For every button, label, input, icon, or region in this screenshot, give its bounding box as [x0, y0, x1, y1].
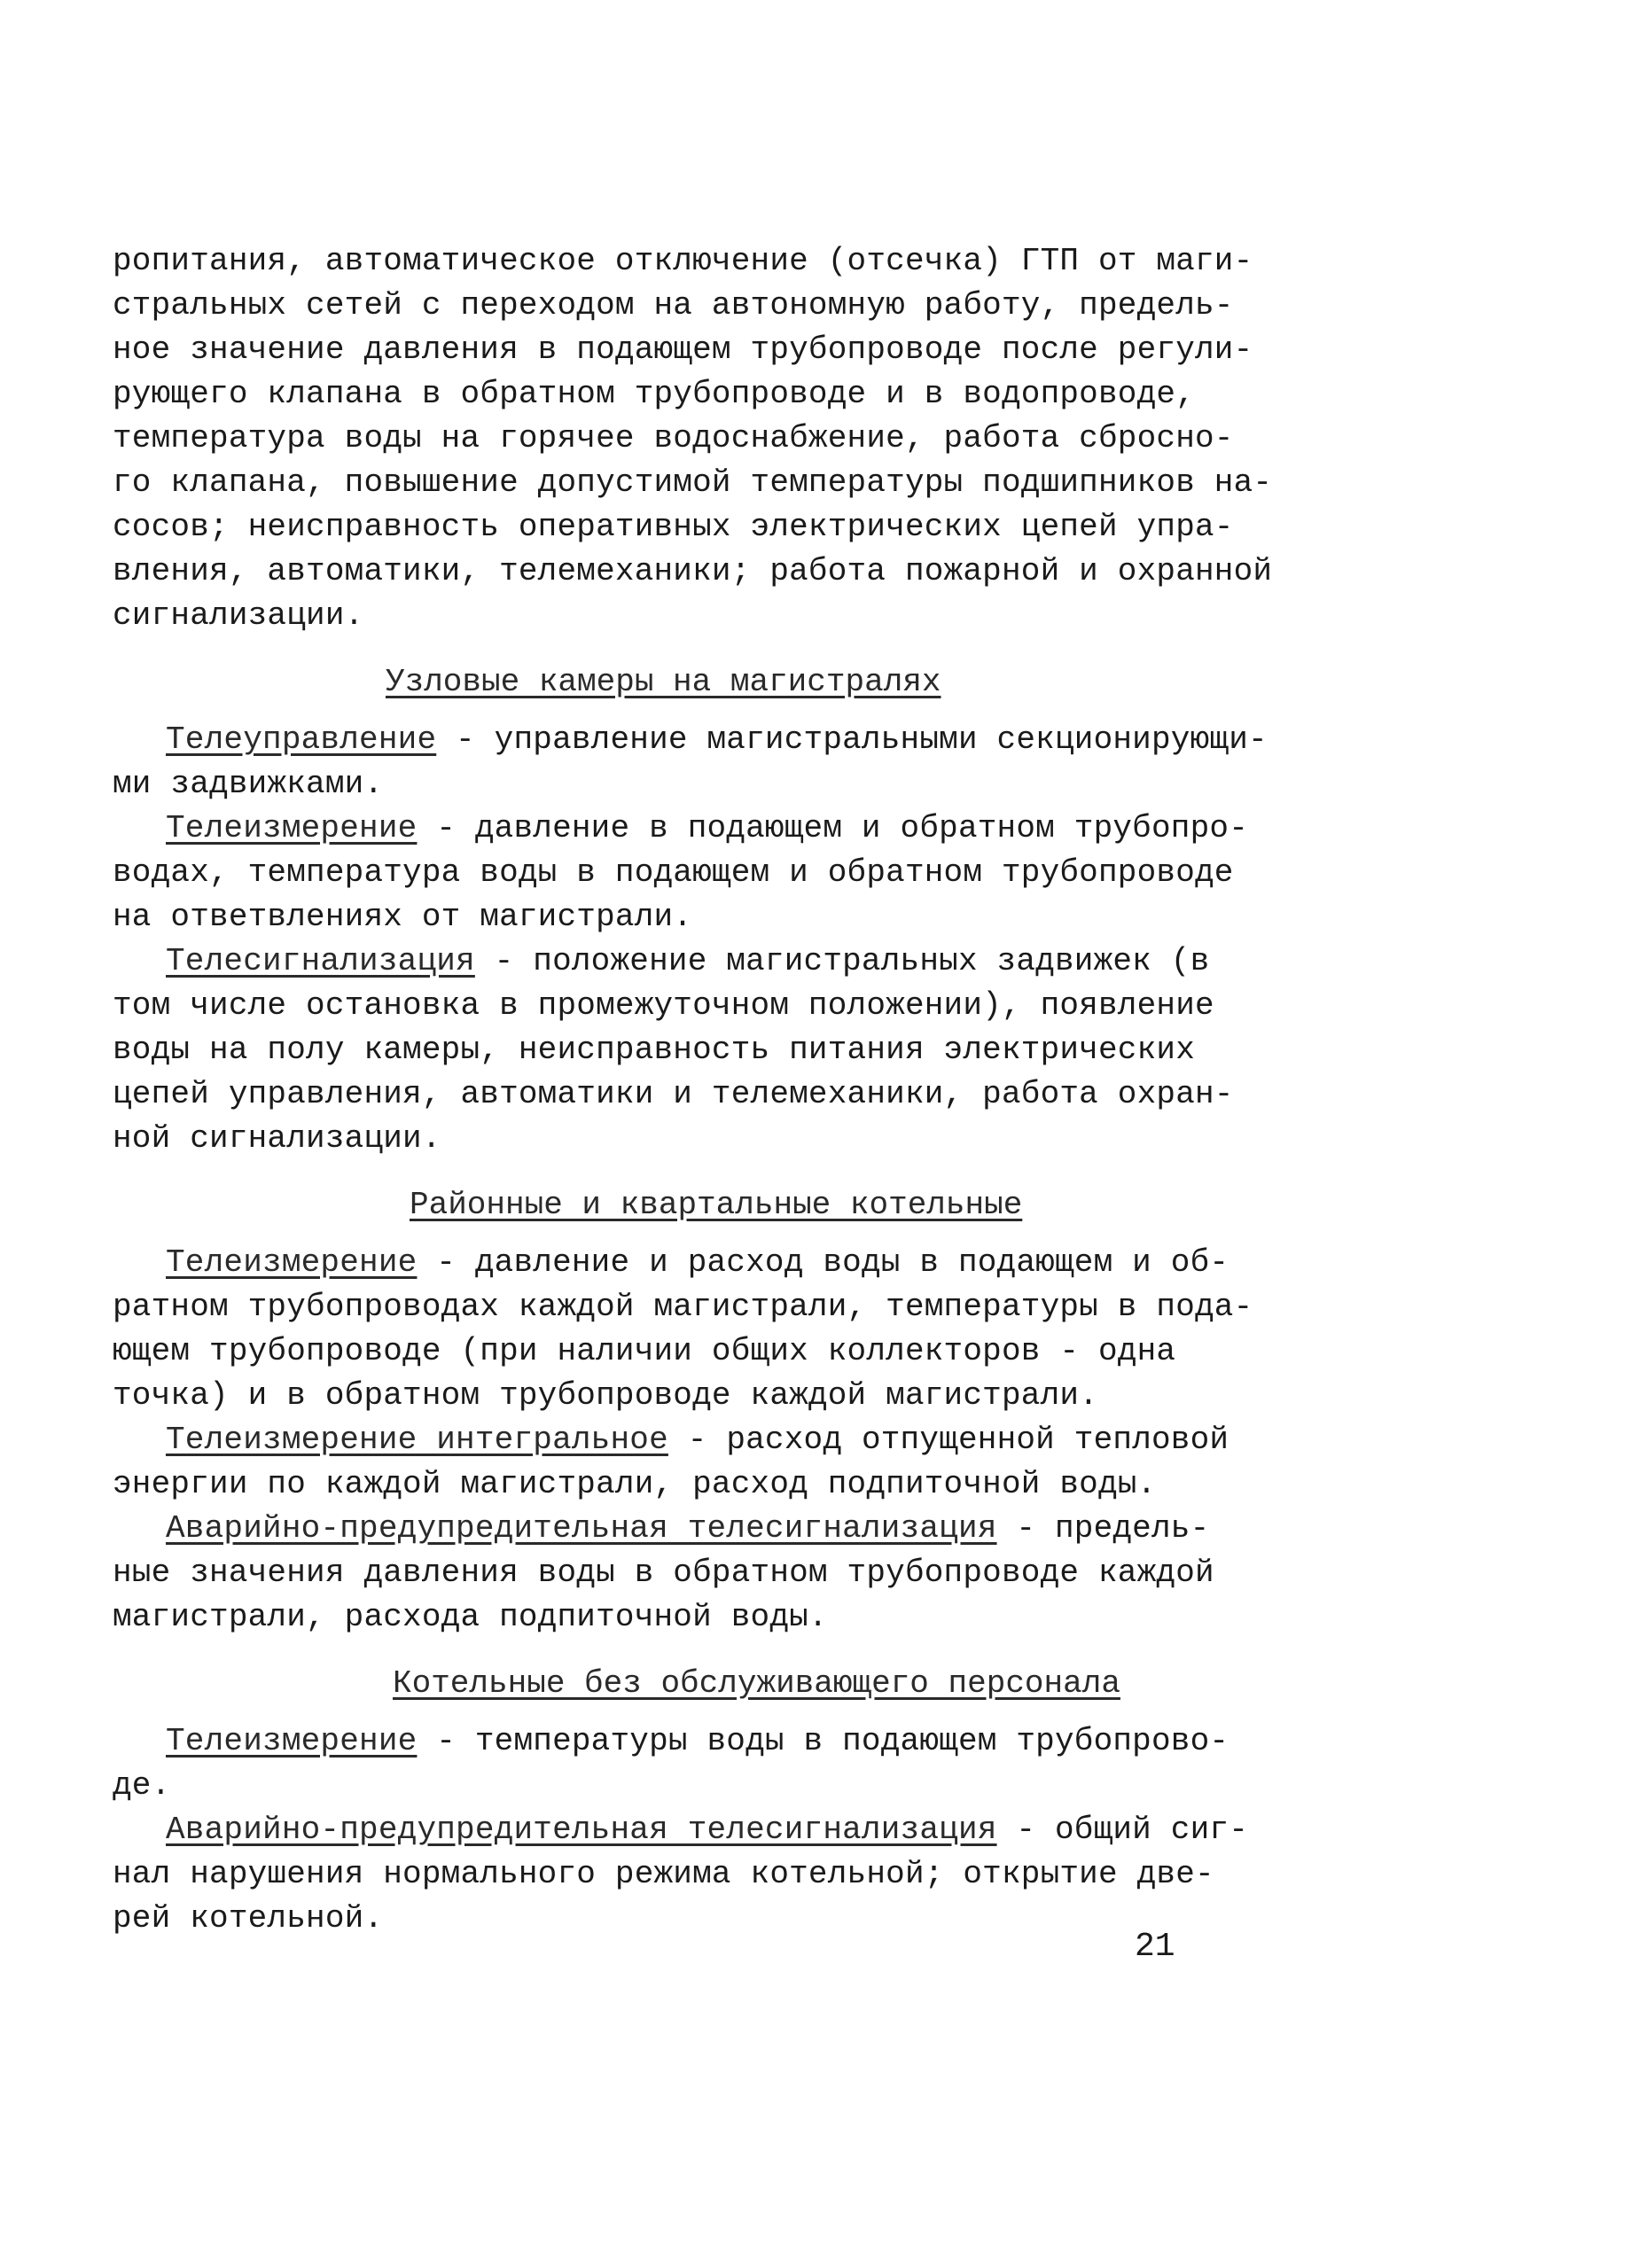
item-text: - предель- — [996, 1510, 1210, 1547]
text-line: температура воды на горячее водоснабжение, работа сбросно- — [113, 420, 1234, 456]
text-line: вления, автоматики, телемеханики; работа пожарной и охранной — [113, 553, 1273, 589]
item-text: - положение магистральных задвижек (в — [474, 943, 1210, 979]
term-emergency-telesignaling: Аварийно-предупредительная телесигнализация — [166, 1510, 997, 1547]
text-line: рующего клапана в обратном трубопроводе и в водопроводе, — [113, 376, 1195, 412]
text-line: точка) и в обратном трубопроводе каждой магистрали. — [113, 1377, 1098, 1414]
text-line: ные значения давления воды в обратном трубопроводе каждой — [113, 1555, 1214, 1591]
text-line: нал нарушения нормального режима котельной; открытие две- — [113, 1856, 1214, 1892]
intro-paragraph — [113, 239, 1273, 638]
text-line: водах, температура воды в подающем и обратном трубопроводе — [113, 854, 1234, 891]
item-first-line — [113, 1507, 1210, 1551]
section1-body — [113, 718, 1268, 1161]
text-line: стральных сетей с переходом на автономную работу, предель- — [113, 287, 1234, 323]
text-line: том числе остановка в промежуточном положении), появление — [113, 987, 1214, 1024]
item-first-line — [113, 807, 1249, 851]
term-telesignaling: Телесигнализация — [166, 943, 475, 979]
text-line: ное значение давления в подающем трубопроводе после регули- — [113, 331, 1253, 368]
text-line: го клапана, повышение допустимой температуры подшипников на- — [113, 464, 1273, 501]
item-text: - расход отпущенной тепловой — [667, 1422, 1229, 1458]
item-first-line — [113, 718, 1268, 762]
item-text: - управление магистральными секционирующи- — [436, 721, 1268, 758]
term-telemetry: Телеизмерение — [166, 1244, 418, 1281]
section2-body — [113, 1241, 1253, 1640]
section3-body — [113, 1719, 1249, 1941]
item-first-line — [113, 1808, 1249, 1852]
text-line: цепей управления, автоматики и телемеханики, работа охран- — [113, 1076, 1234, 1112]
text-line: ми задвижками. — [113, 766, 384, 802]
text-line: де. — [113, 1767, 171, 1804]
item-first-line — [113, 1719, 1229, 1764]
text-line: магистрали, расхода подпиточной воды. — [113, 1599, 828, 1635]
section-heading-nodal-chambers: Узловые камеры на магистралях — [386, 664, 941, 700]
term-telemetry: Телеизмерение — [166, 1723, 418, 1759]
text-line: воды на полу камеры, неисправность питания электрических — [113, 1032, 1195, 1068]
item-text: - общий сиг- — [996, 1812, 1249, 1848]
text-line: энергии по каждой магистрали, расход подпиточной воды. — [113, 1466, 1157, 1502]
term-telemetry: Телеизмерение — [166, 810, 418, 846]
term-integral-telemetry: Телеизмерение интегральное — [166, 1422, 668, 1458]
item-text: - температуры воды в подающем трубопрово- — [417, 1723, 1229, 1759]
text-line: ной сигнализации. — [113, 1120, 441, 1157]
text-line: ропитания, автоматическое отключение (отсечка) ГТП от маги- — [113, 243, 1253, 279]
text-line: сосов; неисправность оперативных электрических цепей упра- — [113, 509, 1234, 545]
text-line: сигнализации. — [113, 597, 364, 634]
term-emergency-telesignaling: Аварийно-предупредительная телесигнализация — [166, 1812, 997, 1848]
text-line: ратном трубопроводах каждой магистрали, температуры в пода- — [113, 1289, 1253, 1325]
text-line: рей котельной. — [113, 1900, 384, 1937]
section-heading-unmanned-boilers: Котельные без обслуживающего персонала — [393, 1665, 1120, 1702]
item-first-line — [113, 1241, 1229, 1285]
item-first-line — [113, 1418, 1229, 1462]
section-heading-district-boilers: Районные и квартальные котельные — [410, 1187, 1023, 1223]
text-line: ющем трубопроводе (при наличии общих коллекторов - одна — [113, 1333, 1176, 1369]
page-number: 21 — [1135, 1928, 1175, 1966]
item-first-line — [113, 939, 1210, 984]
item-text: - давление в подающем и обратном трубопро- — [417, 810, 1249, 846]
item-text: - давление и расход воды в подающем и об- — [417, 1244, 1229, 1281]
term-telecontrol: Телеуправление — [166, 721, 437, 758]
text-line: на ответвлениях от магистрали. — [113, 899, 693, 935]
